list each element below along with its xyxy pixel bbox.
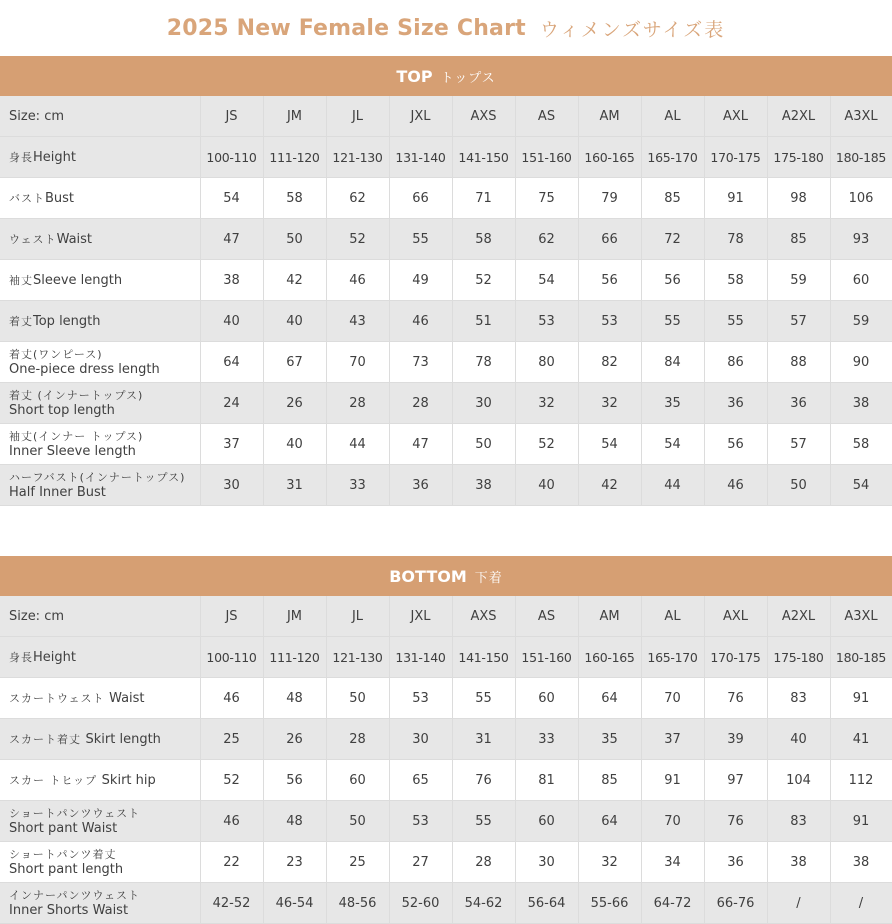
size-value-cell: 55 bbox=[452, 678, 515, 719]
size-value-cell: 78 bbox=[452, 342, 515, 383]
size-value-cell: 34 bbox=[641, 842, 704, 883]
size-value-cell: 65 bbox=[389, 760, 452, 801]
size-value-cell: 31 bbox=[263, 465, 326, 506]
top-size-table bbox=[0, 96, 892, 506]
size-value-cell: / bbox=[767, 883, 830, 924]
row-label-jp: ウェスト bbox=[9, 232, 57, 246]
size-value-cell: 56 bbox=[704, 424, 767, 465]
size-value-cell: 170-175 bbox=[704, 637, 767, 678]
size-value-cell: 151-160 bbox=[515, 637, 578, 678]
table-row bbox=[0, 719, 892, 760]
size-value-cell: 180-185 bbox=[830, 137, 892, 178]
row-label-jp: 袖丈(インナー トップス) bbox=[9, 430, 144, 443]
table-row bbox=[0, 760, 892, 801]
row-label-en: Short pant Waist bbox=[9, 821, 118, 836]
size-value-cell: 44 bbox=[326, 424, 389, 465]
size-column-header: AM bbox=[578, 96, 641, 137]
size-value-cell: 24 bbox=[200, 383, 263, 424]
size-value-cell: 37 bbox=[641, 719, 704, 760]
size-value-cell: 66 bbox=[389, 178, 452, 219]
size-value-cell: 131-140 bbox=[389, 637, 452, 678]
row-label-jp: スカー トヒップ bbox=[9, 773, 102, 787]
size-value-cell: 32 bbox=[515, 383, 578, 424]
row-label bbox=[0, 842, 200, 883]
row-label-en: Height bbox=[33, 149, 76, 165]
size-value-cell: 58 bbox=[263, 178, 326, 219]
row-label-en: Short top length bbox=[9, 403, 115, 418]
size-value-cell: 50 bbox=[452, 424, 515, 465]
size-value-cell: 31 bbox=[452, 719, 515, 760]
size-value-cell: 30 bbox=[200, 465, 263, 506]
size-value-cell: 23 bbox=[263, 842, 326, 883]
size-value-cell: 76 bbox=[704, 801, 767, 842]
size-value-cell: 180-185 bbox=[830, 637, 892, 678]
size-value-cell: 60 bbox=[830, 260, 892, 301]
size-column-header: AM bbox=[578, 596, 641, 637]
chart-title-en: 2025 New Female Size Chart bbox=[166, 15, 526, 41]
row-label-en: Height bbox=[33, 649, 76, 665]
size-value-cell: 160-165 bbox=[578, 637, 641, 678]
row-label-jp: 着丈 bbox=[9, 314, 33, 328]
row-label-en: Bust bbox=[45, 190, 75, 206]
size-value-cell: 56 bbox=[578, 260, 641, 301]
size-column-header: AL bbox=[641, 96, 704, 137]
row-label-en: Inner Shorts Waist bbox=[9, 903, 129, 918]
size-value-cell: 111-120 bbox=[263, 137, 326, 178]
size-value-cell: 52 bbox=[515, 424, 578, 465]
size-value-cell: 76 bbox=[704, 678, 767, 719]
size-value-cell: 30 bbox=[389, 719, 452, 760]
row-label-en: Sleeve length bbox=[33, 272, 123, 288]
size-value-cell: 53 bbox=[578, 301, 641, 342]
size-value-cell: 42-52 bbox=[200, 883, 263, 924]
size-value-cell: 59 bbox=[830, 301, 892, 342]
row-label-jp: 着丈 (インナートップス) bbox=[9, 389, 144, 402]
size-value-cell: 36 bbox=[767, 383, 830, 424]
size-value-cell: 85 bbox=[578, 760, 641, 801]
row-label-jp: バスト bbox=[9, 191, 45, 205]
row-label-jp: 身長 bbox=[9, 150, 33, 164]
size-value-cell: 40 bbox=[200, 301, 263, 342]
size-value-cell: / bbox=[830, 883, 892, 924]
size-value-cell: 46 bbox=[200, 678, 263, 719]
size-value-cell: 46 bbox=[326, 260, 389, 301]
size-value-cell: 46-54 bbox=[263, 883, 326, 924]
row-label bbox=[0, 301, 200, 342]
size-value-cell: 38 bbox=[830, 842, 892, 883]
size-value-cell: 28 bbox=[326, 719, 389, 760]
size-value-cell: 66-76 bbox=[704, 883, 767, 924]
size-value-cell: 62 bbox=[515, 219, 578, 260]
size-value-cell: 26 bbox=[263, 383, 326, 424]
size-value-cell: 151-160 bbox=[515, 137, 578, 178]
row-label bbox=[0, 260, 200, 301]
size-value-cell: 79 bbox=[578, 178, 641, 219]
size-column-header: A3XL bbox=[830, 596, 892, 637]
size-value-cell: 82 bbox=[578, 342, 641, 383]
size-value-cell: 49 bbox=[389, 260, 452, 301]
size-value-cell: 57 bbox=[767, 424, 830, 465]
size-column-header: JL bbox=[326, 96, 389, 137]
table-row bbox=[0, 342, 892, 383]
row-label-en: Skirt hip bbox=[101, 772, 156, 788]
table-row bbox=[0, 678, 892, 719]
size-value-cell: 40 bbox=[767, 719, 830, 760]
size-value-cell: 55 bbox=[641, 301, 704, 342]
table-row bbox=[0, 637, 892, 678]
size-value-cell: 121-130 bbox=[326, 637, 389, 678]
size-value-cell: 37 bbox=[200, 424, 263, 465]
table-row bbox=[0, 383, 892, 424]
size-value-cell: 40 bbox=[263, 424, 326, 465]
size-value-cell: 50 bbox=[326, 678, 389, 719]
size-value-cell: 32 bbox=[578, 383, 641, 424]
table-row bbox=[0, 842, 892, 883]
size-value-cell: 53 bbox=[515, 301, 578, 342]
size-value-cell: 33 bbox=[326, 465, 389, 506]
row-label bbox=[0, 137, 200, 178]
size-value-cell: 106 bbox=[830, 178, 892, 219]
size-value-cell: 30 bbox=[515, 842, 578, 883]
size-value-cell: 57 bbox=[767, 301, 830, 342]
table-row bbox=[0, 301, 892, 342]
size-value-cell: 53 bbox=[389, 801, 452, 842]
size-value-cell: 33 bbox=[515, 719, 578, 760]
size-value-cell: 64 bbox=[578, 678, 641, 719]
size-value-cell: 104 bbox=[767, 760, 830, 801]
size-value-cell: 30 bbox=[452, 383, 515, 424]
size-value-cell: 76 bbox=[452, 760, 515, 801]
size-value-cell: 28 bbox=[326, 383, 389, 424]
size-value-cell: 71 bbox=[452, 178, 515, 219]
size-value-cell: 47 bbox=[389, 424, 452, 465]
bottom-header-jp: 下着 bbox=[474, 570, 503, 586]
size-value-cell: 38 bbox=[830, 383, 892, 424]
size-column-header: AXL bbox=[704, 96, 767, 137]
table-row bbox=[0, 883, 892, 924]
top-header-jp: トップス bbox=[440, 70, 496, 86]
size-value-cell: 38 bbox=[200, 260, 263, 301]
size-value-cell: 52 bbox=[200, 760, 263, 801]
row-label-jp: ハーフバスト(インナートップス) bbox=[9, 471, 186, 484]
size-value-cell: 91 bbox=[641, 760, 704, 801]
size-value-cell: 54 bbox=[200, 178, 263, 219]
row-label-jp: 袖丈 bbox=[9, 273, 33, 287]
size-value-cell: 28 bbox=[452, 842, 515, 883]
table-row bbox=[0, 219, 892, 260]
size-unit-label: Size: cm bbox=[0, 596, 200, 637]
size-column-header: A2XL bbox=[767, 596, 830, 637]
size-value-cell: 35 bbox=[578, 719, 641, 760]
size-value-cell: 66 bbox=[578, 219, 641, 260]
size-value-cell: 91 bbox=[704, 178, 767, 219]
size-column-header: JM bbox=[263, 596, 326, 637]
chart-title-jp: ウィメンズサイズ表 bbox=[539, 18, 726, 41]
size-value-cell: 59 bbox=[767, 260, 830, 301]
row-label-en: Waist bbox=[109, 690, 145, 706]
size-value-cell: 46 bbox=[200, 801, 263, 842]
size-value-cell: 35 bbox=[641, 383, 704, 424]
size-column-header: JS bbox=[200, 96, 263, 137]
size-value-cell: 50 bbox=[263, 219, 326, 260]
size-value-cell: 98 bbox=[767, 178, 830, 219]
size-column-header: AXS bbox=[452, 96, 515, 137]
size-value-cell: 85 bbox=[641, 178, 704, 219]
size-value-cell: 25 bbox=[326, 842, 389, 883]
size-value-cell: 83 bbox=[767, 801, 830, 842]
top-header-en: TOP bbox=[396, 66, 433, 86]
size-value-cell: 86 bbox=[704, 342, 767, 383]
row-label bbox=[0, 424, 200, 465]
size-value-cell: 131-140 bbox=[389, 137, 452, 178]
row-label-jp: 着丈(ワンピース) bbox=[9, 348, 103, 361]
size-value-cell: 54 bbox=[578, 424, 641, 465]
row-label bbox=[0, 678, 200, 719]
size-value-cell: 55 bbox=[389, 219, 452, 260]
size-value-cell: 64 bbox=[578, 801, 641, 842]
size-column-header: AL bbox=[641, 596, 704, 637]
size-value-cell: 46 bbox=[704, 465, 767, 506]
size-value-cell: 60 bbox=[515, 678, 578, 719]
size-value-cell: 111-120 bbox=[263, 637, 326, 678]
size-value-cell: 100-110 bbox=[200, 637, 263, 678]
size-column-header: JXL bbox=[389, 596, 452, 637]
row-label bbox=[0, 719, 200, 760]
size-value-cell: 73 bbox=[389, 342, 452, 383]
table-row bbox=[0, 178, 892, 219]
row-label-en: One-piece dress length bbox=[9, 362, 160, 377]
size-column-header: AS bbox=[515, 596, 578, 637]
size-value-cell: 175-180 bbox=[767, 137, 830, 178]
size-value-cell: 52-60 bbox=[389, 883, 452, 924]
size-value-cell: 58 bbox=[830, 424, 892, 465]
size-value-cell: 58 bbox=[704, 260, 767, 301]
size-value-cell: 141-150 bbox=[452, 137, 515, 178]
size-value-cell: 170-175 bbox=[704, 137, 767, 178]
row-label-jp: 身長 bbox=[9, 650, 33, 664]
bottom-section-header bbox=[0, 556, 892, 596]
size-value-cell: 165-170 bbox=[641, 137, 704, 178]
row-label-en: Inner Sleeve length bbox=[9, 444, 136, 459]
size-value-cell: 121-130 bbox=[326, 137, 389, 178]
size-column-header: JM bbox=[263, 96, 326, 137]
row-label-jp: ショートパンツウェスト bbox=[9, 807, 141, 820]
row-label bbox=[0, 801, 200, 842]
size-value-cell: 25 bbox=[200, 719, 263, 760]
size-value-cell: 97 bbox=[704, 760, 767, 801]
size-value-cell: 55 bbox=[704, 301, 767, 342]
size-column-header: JL bbox=[326, 596, 389, 637]
size-value-cell: 60 bbox=[326, 760, 389, 801]
size-value-cell: 78 bbox=[704, 219, 767, 260]
size-value-cell: 26 bbox=[263, 719, 326, 760]
table-row bbox=[0, 424, 892, 465]
size-value-cell: 85 bbox=[767, 219, 830, 260]
size-value-cell: 54 bbox=[515, 260, 578, 301]
size-value-cell: 88 bbox=[767, 342, 830, 383]
size-value-cell: 62 bbox=[326, 178, 389, 219]
size-value-cell: 90 bbox=[830, 342, 892, 383]
size-value-cell: 100-110 bbox=[200, 137, 263, 178]
size-value-cell: 38 bbox=[452, 465, 515, 506]
size-value-cell: 70 bbox=[326, 342, 389, 383]
size-value-cell: 70 bbox=[641, 801, 704, 842]
size-column-header: A3XL bbox=[830, 96, 892, 137]
table-row bbox=[0, 465, 892, 506]
size-column-header: JS bbox=[200, 596, 263, 637]
size-value-cell: 47 bbox=[200, 219, 263, 260]
row-label-en: Waist bbox=[56, 231, 93, 247]
row-label-en: Skirt length bbox=[85, 731, 161, 747]
chart-title bbox=[0, 0, 892, 56]
size-value-cell: 60 bbox=[515, 801, 578, 842]
size-value-cell: 52 bbox=[452, 260, 515, 301]
size-value-cell: 42 bbox=[578, 465, 641, 506]
size-column-header: JXL bbox=[389, 96, 452, 137]
size-value-cell: 36 bbox=[704, 842, 767, 883]
size-value-cell: 46 bbox=[389, 301, 452, 342]
size-value-cell: 55-66 bbox=[578, 883, 641, 924]
size-value-cell: 36 bbox=[389, 465, 452, 506]
size-value-cell: 50 bbox=[326, 801, 389, 842]
size-value-cell: 39 bbox=[704, 719, 767, 760]
row-label bbox=[0, 883, 200, 924]
size-value-cell: 51 bbox=[452, 301, 515, 342]
row-label-en: Top length bbox=[33, 313, 101, 329]
size-value-cell: 28 bbox=[389, 383, 452, 424]
size-column-header: AS bbox=[515, 96, 578, 137]
size-value-cell: 81 bbox=[515, 760, 578, 801]
size-column-header: AXL bbox=[704, 596, 767, 637]
size-value-cell: 58 bbox=[452, 219, 515, 260]
size-value-cell: 83 bbox=[767, 678, 830, 719]
size-header-row bbox=[0, 596, 892, 637]
size-value-cell: 40 bbox=[263, 301, 326, 342]
size-value-cell: 84 bbox=[641, 342, 704, 383]
size-value-cell: 50 bbox=[767, 465, 830, 506]
size-value-cell: 56 bbox=[641, 260, 704, 301]
size-value-cell: 36 bbox=[704, 383, 767, 424]
row-label-jp: スカートウェスト bbox=[9, 691, 110, 705]
size-column-header: A2XL bbox=[767, 96, 830, 137]
size-value-cell: 54-62 bbox=[452, 883, 515, 924]
bottom-header-en: BOTTOM bbox=[389, 566, 467, 586]
size-value-cell: 165-170 bbox=[641, 637, 704, 678]
size-value-cell: 75 bbox=[515, 178, 578, 219]
row-label-jp: ショートパンツ着丈 bbox=[9, 848, 117, 861]
size-value-cell: 64 bbox=[200, 342, 263, 383]
size-value-cell: 38 bbox=[767, 842, 830, 883]
row-label bbox=[0, 383, 200, 424]
row-label bbox=[0, 637, 200, 678]
size-value-cell: 141-150 bbox=[452, 637, 515, 678]
bottom-size-table bbox=[0, 596, 892, 924]
row-label bbox=[0, 178, 200, 219]
size-value-cell: 56-64 bbox=[515, 883, 578, 924]
size-value-cell: 27 bbox=[389, 842, 452, 883]
size-value-cell: 44 bbox=[641, 465, 704, 506]
size-unit-label: Size: cm bbox=[0, 96, 200, 137]
size-value-cell: 55 bbox=[452, 801, 515, 842]
size-value-cell: 48-56 bbox=[326, 883, 389, 924]
table-row bbox=[0, 260, 892, 301]
size-value-cell: 22 bbox=[200, 842, 263, 883]
size-column-header: AXS bbox=[452, 596, 515, 637]
row-label bbox=[0, 342, 200, 383]
size-value-cell: 72 bbox=[641, 219, 704, 260]
row-label-jp: インナーパンツウェスト bbox=[9, 889, 141, 902]
size-value-cell: 48 bbox=[263, 678, 326, 719]
size-value-cell: 43 bbox=[326, 301, 389, 342]
top-section-header bbox=[0, 56, 892, 96]
section-gap bbox=[0, 506, 892, 556]
size-value-cell: 48 bbox=[263, 801, 326, 842]
row-label bbox=[0, 219, 200, 260]
size-value-cell: 112 bbox=[830, 760, 892, 801]
size-value-cell: 52 bbox=[326, 219, 389, 260]
size-value-cell: 175-180 bbox=[767, 637, 830, 678]
size-value-cell: 67 bbox=[263, 342, 326, 383]
size-value-cell: 160-165 bbox=[578, 137, 641, 178]
size-value-cell: 42 bbox=[263, 260, 326, 301]
size-value-cell: 54 bbox=[641, 424, 704, 465]
size-value-cell: 32 bbox=[578, 842, 641, 883]
size-value-cell: 64-72 bbox=[641, 883, 704, 924]
size-value-cell: 93 bbox=[830, 219, 892, 260]
size-value-cell: 70 bbox=[641, 678, 704, 719]
table-row bbox=[0, 137, 892, 178]
row-label-en: Half Inner Bust bbox=[9, 485, 106, 500]
size-value-cell: 91 bbox=[830, 801, 892, 842]
row-label-jp: スカート着丈 bbox=[9, 732, 86, 746]
row-label-en: Short pant length bbox=[9, 862, 124, 877]
size-value-cell: 91 bbox=[830, 678, 892, 719]
size-value-cell: 53 bbox=[389, 678, 452, 719]
size-header-row bbox=[0, 96, 892, 137]
size-value-cell: 54 bbox=[830, 465, 892, 506]
row-label bbox=[0, 465, 200, 506]
row-label bbox=[0, 760, 200, 801]
size-value-cell: 80 bbox=[515, 342, 578, 383]
size-value-cell: 40 bbox=[515, 465, 578, 506]
size-value-cell: 56 bbox=[263, 760, 326, 801]
table-row bbox=[0, 801, 892, 842]
size-value-cell: 41 bbox=[830, 719, 892, 760]
